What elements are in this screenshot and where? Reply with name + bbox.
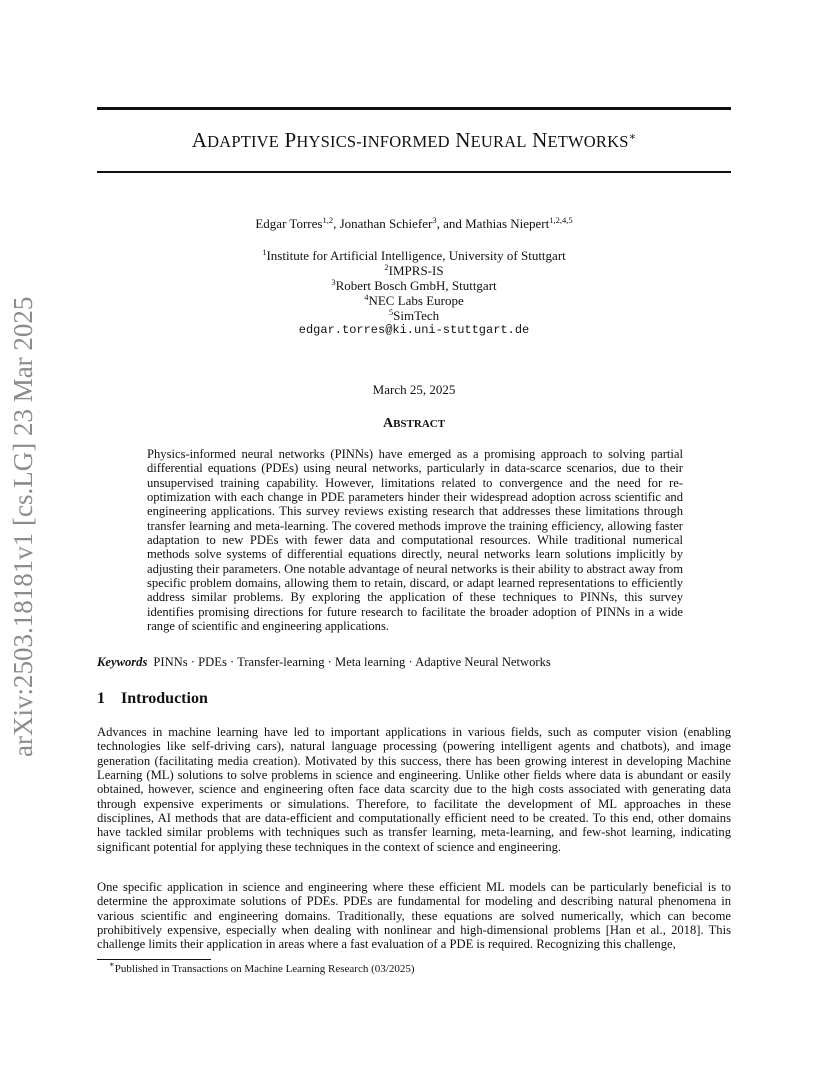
title-cap: P: [284, 128, 297, 152]
affiliation-text: IMPRS-IS: [388, 263, 444, 278]
affiliation: [97, 293, 731, 308]
title-cap: N: [455, 128, 471, 152]
body-paragraph: One specific application in science and engineering where these efficient ML models can be particularly beneficial is to determine the approximate solutions of PDEs. PDEs are fundamental for modeling and describing natural phenomena in various scientific and engineering domains. Traditionally, these equations are solved numerically, which can become prohibitively expensive, especially when dealing with nonlinear and high-dimensional problems [Han et al., 2018]. This challenge limits their application in areas where a fast evaluation of a PDE is required. Recognizing this challenge,: [97, 880, 731, 952]
abstract-heading-cap: A: [382, 416, 394, 431]
title-cap: A: [191, 128, 208, 152]
section-number: 1: [97, 690, 105, 707]
affiliation: [97, 248, 731, 263]
affiliation-number: 4: [364, 292, 369, 302]
body-paragraph: Advances in machine learning have led to important applications in various fields, such as computer vision (enabling technologies like self-driving cars), natural language processing (powering intelligent agents and chatbots), and image generation (facilitating media creation). Motivated by this success, there has been growing interest in developing Machine Learning (ML) solutions to solve problems in science and engineering. Unlike other fields where data is abundant or easily obtained, however, science and engineering often face data scarcity due to the high costs associated with generating data through expensive experiments or simulations. Therefore, to facilitate the development of ML approaches in these disciplines, AI methods that are data-efficient and computationally efficient need to be created. To this end, other domains have tackled similar problems with techniques such as transfer learning, meta-learning, and few-shot learning, indicating significant potential for applying these techniques in the context of science and engineering.: [97, 725, 731, 854]
author-affiliation-mark: 3: [432, 215, 437, 225]
author-line: [97, 216, 731, 231]
paper-date: March 25, 2025: [372, 382, 456, 397]
affiliation: [97, 278, 731, 293]
affiliation-number: 2: [384, 262, 389, 272]
title-cap: N: [532, 128, 548, 152]
affiliation-text: Robert Bosch GmbH, Stuttgart: [335, 278, 497, 293]
affiliation-text: Institute for Artificial Intelligence, University of Stuttgart: [266, 248, 566, 263]
keywords-label: Keywords: [97, 655, 148, 669]
abstract-heading: [97, 416, 731, 432]
author-affiliation-mark: 1,2,4,5: [549, 215, 573, 225]
affiliation: [97, 308, 731, 323]
author-name: Jonathan Schiefer: [339, 216, 433, 231]
author-separator: , and: [436, 216, 466, 231]
arxiv-stamp: arXiv:2503.18181v1 [cs.LG] 23 Mar 2025: [8, 296, 38, 757]
affiliation: [97, 263, 731, 278]
author-separator: ,: [333, 216, 340, 231]
title-footnote-mark: ∗: [628, 131, 637, 143]
section-heading: [97, 690, 208, 708]
title-rest: ETWORKS: [547, 132, 629, 151]
footnote-mark: ∗: [109, 959, 115, 969]
title-rest: DAPTIVE: [207, 132, 280, 151]
author-affiliation-mark: 1,2: [322, 215, 334, 225]
paper-title: [97, 128, 731, 153]
section-title: Introduction: [121, 690, 208, 707]
author-name: Mathias Niepert: [465, 216, 550, 231]
footnote: [109, 959, 415, 975]
title-rule-bottom: [97, 171, 731, 173]
abstract-heading-rest: BSTRACT: [393, 418, 446, 430]
author-email: edgar.torres@ki.uni-stuttgart.de: [298, 323, 530, 337]
footnote-text: Published in Transactions on Machine Learning Research (03/2025): [114, 963, 415, 975]
affiliation-number: 3: [331, 277, 336, 287]
title-rest: EURAL: [470, 132, 527, 151]
abstract-text: Physics-informed neural networks (PINNs) have emerged as a promising approach to solving partial differential equations (PDEs) using neural networks, particularly in data-scarce scenarios, due to their unsupervised training capability. However, limitations related to convergence and the need for re-optimization with each change in PDE parameters hinder their widespread adoption across scientific and engineering applications. This survey reviews existing research that addresses these limitations through transfer learning and meta-learning. The covered methods improve the training efficiency, allowing faster adaptation to new PDEs with fewer data and computational resources. While traditional numerical methods solve systems of differential equations directly, neural networks learn solutions implicitly by adjusting their parameters. One notable advantage of neural networks is their ability to abstract away from specific problem domains, allowing them to retain, discard, or adapt learned representations to efficiently address similar problems. By exploring the application of these techniques to PINNs, this survey identifies promising directions for future research to facilitate the broader adoption of PINNs in a wide range of scientific and engineering applications.: [147, 447, 683, 634]
affiliation-text: NEC Labs Europe: [368, 293, 464, 308]
affiliation-text: SimTech: [393, 308, 440, 323]
affiliation-number: 5: [388, 307, 394, 317]
keywords-text: PINNs · PDEs · Transfer-learning · Meta learning · Adaptive Neural Networks: [153, 655, 551, 669]
affiliation-number: 1: [262, 247, 267, 257]
affiliations: [97, 248, 731, 338]
title-rule-top: [97, 107, 731, 110]
keywords: [97, 655, 731, 670]
author-name: Edgar Torres: [255, 216, 323, 231]
title-rest: HYSICS-INFORMED: [296, 132, 450, 151]
